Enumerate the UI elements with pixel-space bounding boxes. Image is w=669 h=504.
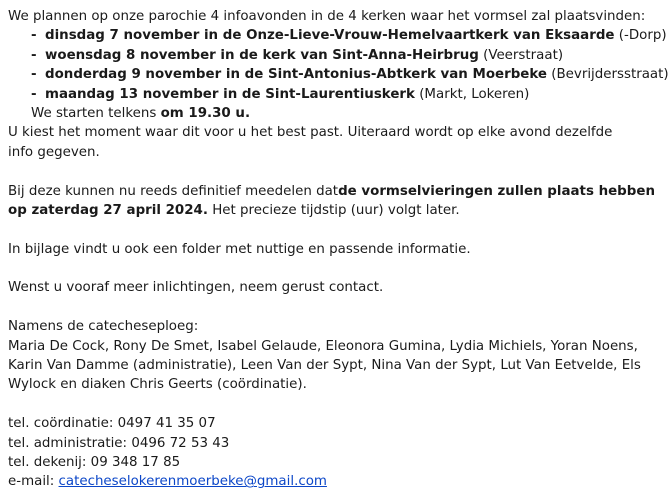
session-date-location: dinsdag 7 november in de Onze-Lieve-Vrouw-Hemelvaartkerk van Eksaarde xyxy=(45,28,615,44)
confirmation-prefix: Bij deze kunnen nu reeds definitief meedelen dat xyxy=(8,183,339,199)
confirmation-date: op zaterdag 27 april 2024. xyxy=(8,202,208,218)
session-date-location: woensdag 8 november in de kerk van Sint-Anna-Heirbrug xyxy=(45,47,479,63)
list-dash: - xyxy=(31,86,37,102)
confirmation-line-2 xyxy=(8,201,618,220)
phone-deanery: tel. dekenij: 09 348 17 85 xyxy=(8,454,181,470)
email-line xyxy=(8,472,618,491)
session-date-location: donderdag 9 november in de Sint-Antonius-Abtkerk van Moerbeke xyxy=(45,67,547,83)
confirmation-line-1 xyxy=(8,182,655,201)
session-street: (-Dorp) xyxy=(614,28,667,44)
team-members-3: Wylock en diaken Chris Geerts (coördinatie). xyxy=(8,377,307,393)
team-heading: Namens de catecheseploeg: xyxy=(8,319,199,335)
choose-moment-text-1: U kiest het moment waar dit voor u het best past. Uiteraard wordt op elke avond dezelfde xyxy=(8,125,613,141)
confirmation-suffix: Het precieze tijdstip (uur) volgt later. xyxy=(207,202,460,218)
phone-administration: tel. administratie: 0496 72 53 43 xyxy=(8,435,230,451)
team-members-2: Karin Van Damme (administratie), Leen Van der Sypt, Nina Van der Sypt, Lut Van Eetvelde, Els xyxy=(8,358,641,374)
session-street: (Veerstraat) xyxy=(478,47,564,63)
choose-moment-text-2: info gegeven. xyxy=(8,144,100,160)
email-link[interactable]: catecheselokerenmoerbeke@gmail.com xyxy=(58,474,327,490)
list-dash: - xyxy=(31,47,37,63)
intro-text: We plannen op onze parochie 4 infoavonden in de 4 kerken waar het vormsel zal plaatsvinden: xyxy=(8,9,646,24)
start-time-prefix: We starten telkens xyxy=(31,105,161,121)
session-item-3 xyxy=(8,65,669,84)
session-item-1 xyxy=(8,26,667,45)
session-item-4 xyxy=(8,85,618,104)
list-dash: - xyxy=(31,28,37,44)
email-label: e-mail: xyxy=(8,474,59,490)
session-item-2 xyxy=(8,46,618,65)
team-members-1: Maria De Cock, Rony De Smet, Isabel Gelaude, Eleonora Gumina, Lydia Michiels, Yoran Noens, xyxy=(8,338,638,354)
confirmation-highlight: de vormselvieringen zullen plaats hebben xyxy=(338,183,655,199)
attachment-text: In bijlage vindt u ook een folder met nuttige en passende informatie. xyxy=(8,241,471,257)
session-street: (Markt, Lokeren) xyxy=(414,86,530,102)
contact-text: Wenst u vooraf meer inlichtingen, neem gerust contact. xyxy=(8,280,384,296)
letter-body xyxy=(8,7,669,492)
session-date-location: maandag 13 november in de Sint-Laurentiuskerk xyxy=(45,86,415,102)
phone-coordination: tel. coördinatie: 0497 41 35 07 xyxy=(8,416,216,432)
start-time-line xyxy=(8,104,618,123)
start-time: om 19.30 u. xyxy=(160,105,251,121)
session-street: (Bevrijdersstraat) xyxy=(547,67,669,83)
list-dash: - xyxy=(31,67,37,83)
